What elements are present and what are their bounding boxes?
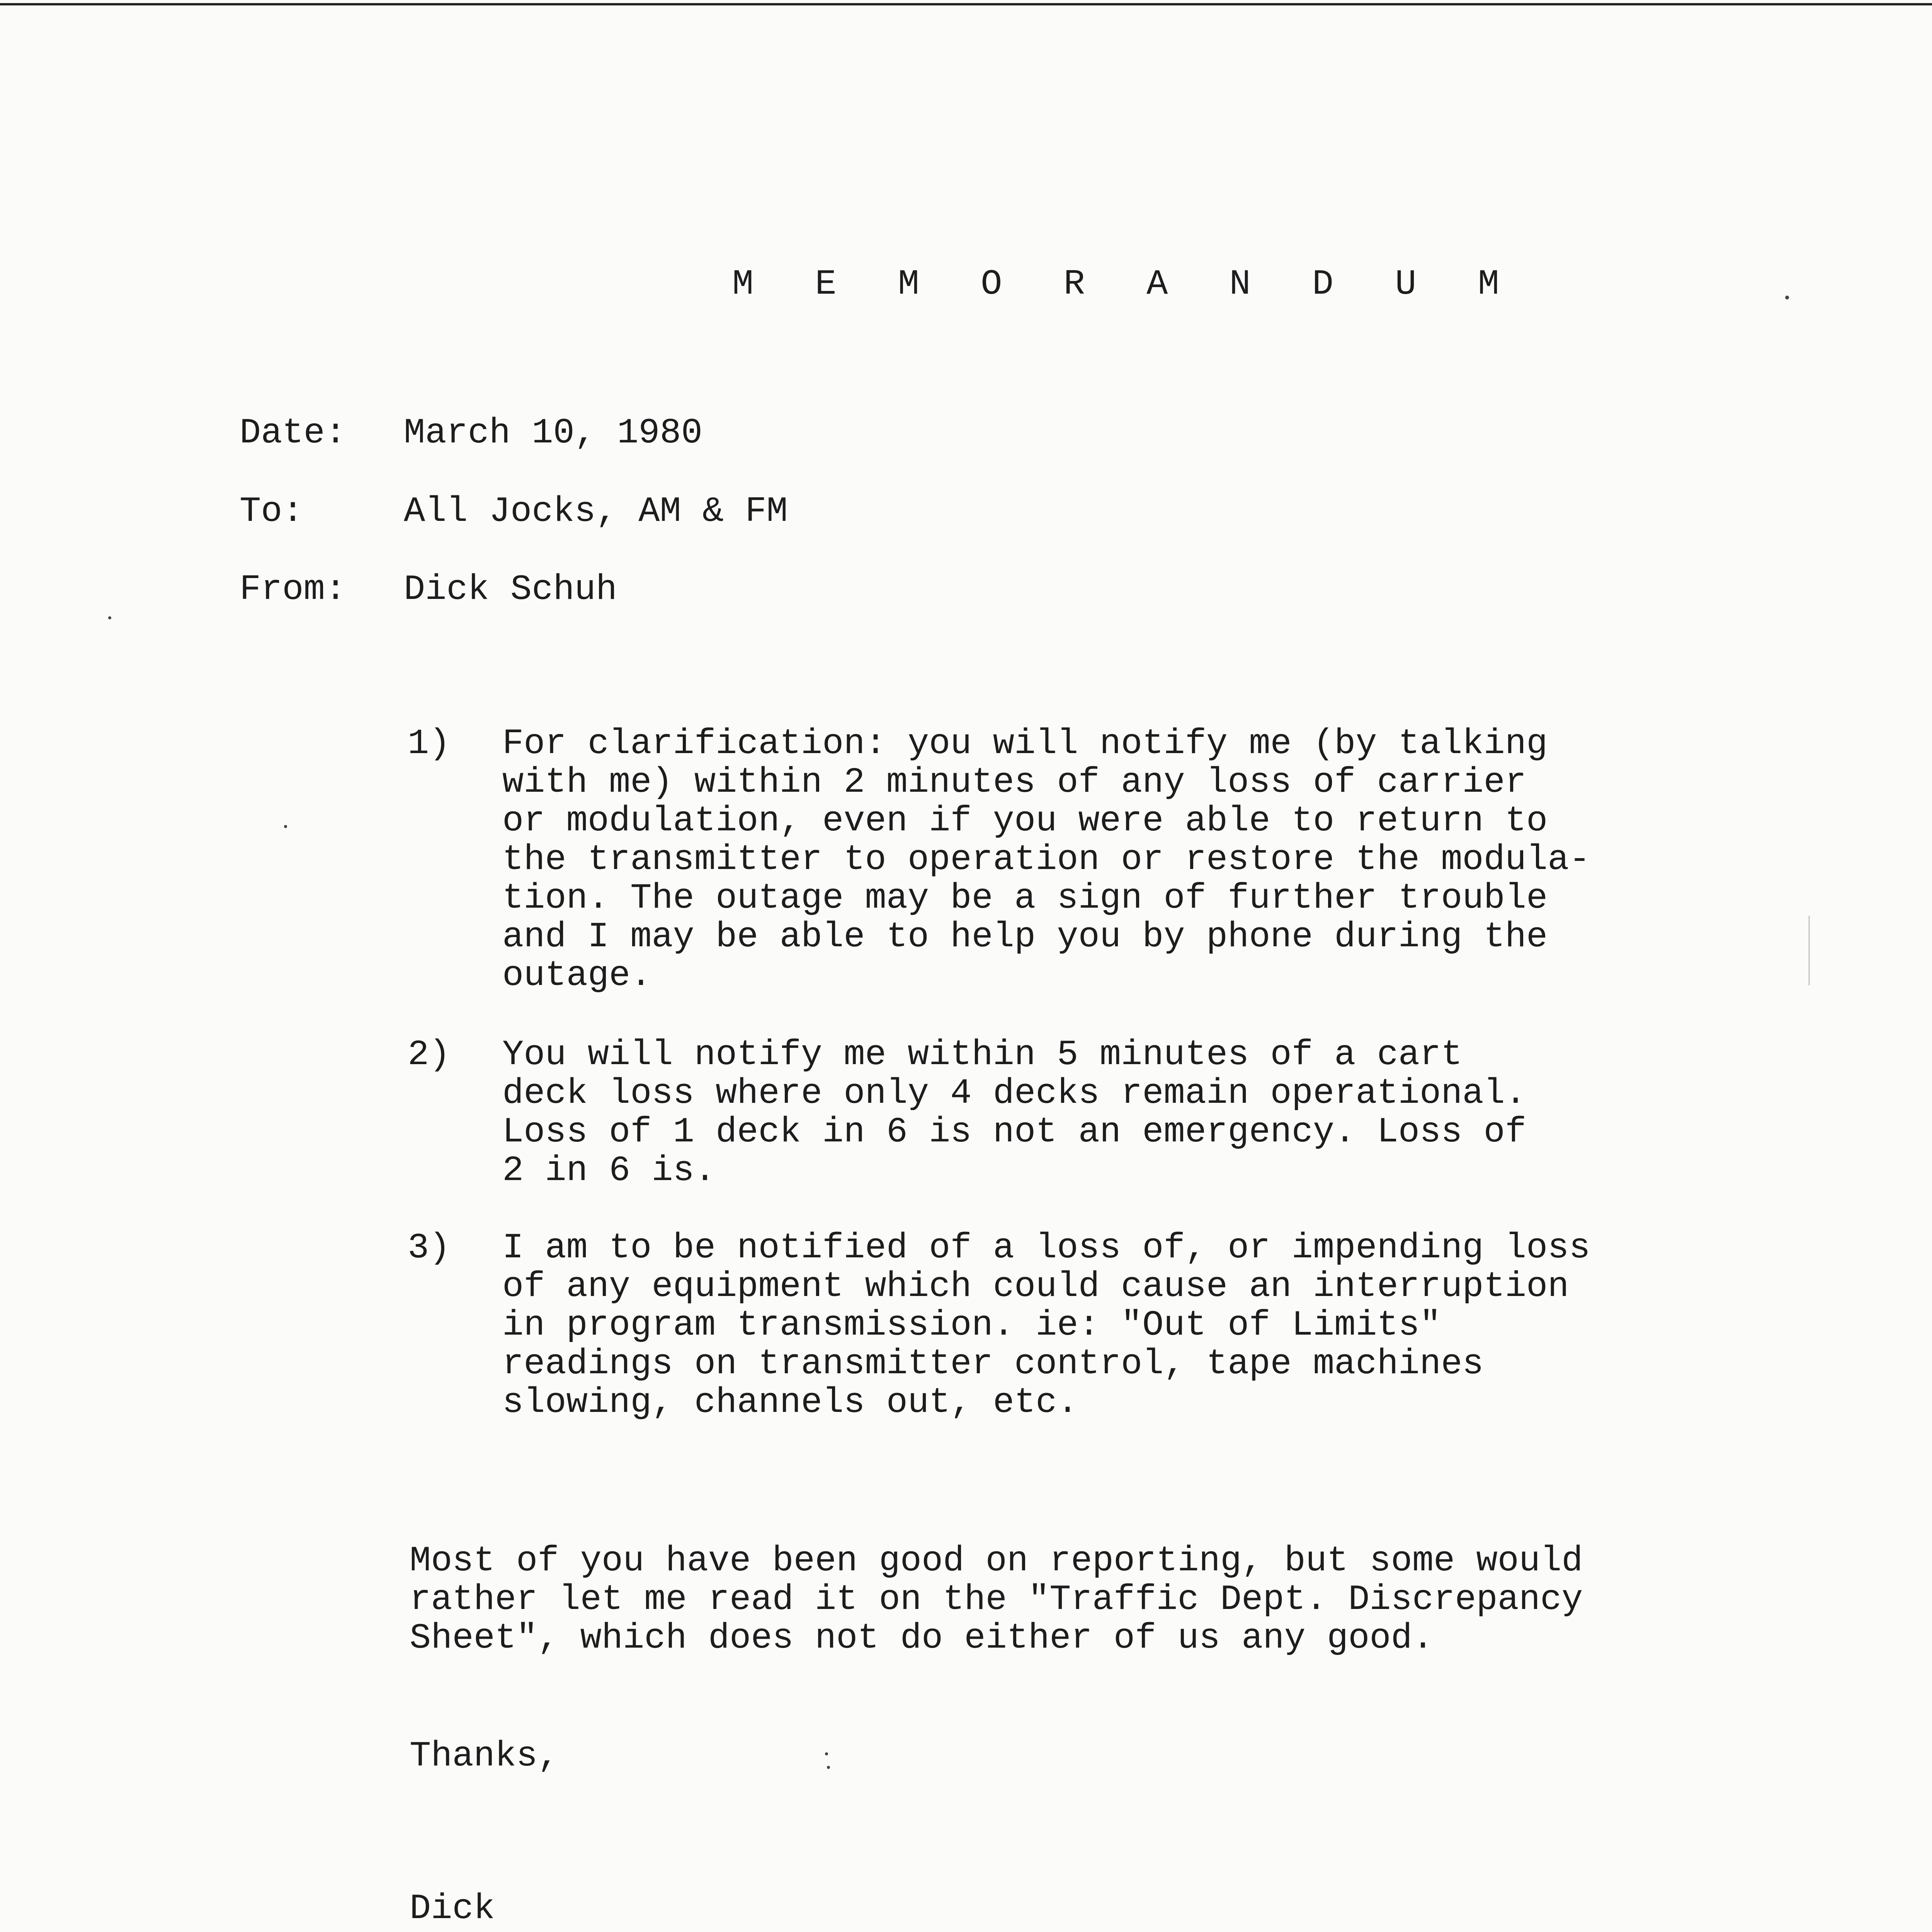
date-row: [240, 415, 702, 451]
memo-title: M E M O R A N D U M: [732, 264, 1519, 304]
signature: Dick: [410, 1888, 495, 1929]
item-text: You will notify me within 5 minutes of a cart deck loss where only 4 decks remain operational. Loss of 1 deck in 6 is not an emergency. Loss of 2 in 6 is.: [502, 1034, 1527, 1191]
scan-speck: [825, 1752, 828, 1755]
scan-speck: [827, 1766, 830, 1769]
from-label: From:: [240, 569, 347, 610]
item-number: 2): [408, 1034, 451, 1075]
top-border-line: [0, 3, 1932, 5]
scan-speck: [1785, 296, 1789, 299]
closing-paragraph: Most of you have been good on reporting, but some would rather let me read it on the "Traffic Dept. Discrepancy Sheet", which does not do either of us any good.: [410, 1541, 1583, 1658]
from-row: [240, 569, 617, 610]
to-label: To:: [240, 491, 304, 532]
date-value: March 10, 1980: [404, 413, 702, 453]
from-value: Dick Schuh: [404, 569, 617, 610]
item-text: For clarification: you will notify me (by talking with me) within 2 minutes of any loss of carrier or modulation, even if you were able to return to the transmitter to operation or restore the modula- tion. The outage may be a sign of further trouble and I may be able to help you by phone during the outage.: [502, 723, 1590, 996]
item-text: I am to be notified of a loss of, or impending loss of any equipment which could cause an interruption in program transmission. ie: "Out of Limits" readings on transmitter control, tape machines slowing, channels out, etc.: [502, 1228, 1590, 1423]
to-row: [240, 491, 788, 532]
item-number: 3): [408, 1228, 451, 1268]
scan-speck: [284, 825, 287, 828]
thanks-line: Thanks,: [410, 1736, 559, 1776]
date-label: Date:: [240, 413, 347, 453]
to-value: All Jocks, AM & FM: [404, 491, 788, 532]
scan-speck: [108, 616, 111, 619]
item-number: 1): [408, 723, 451, 764]
scan-mark: [1808, 916, 1810, 985]
